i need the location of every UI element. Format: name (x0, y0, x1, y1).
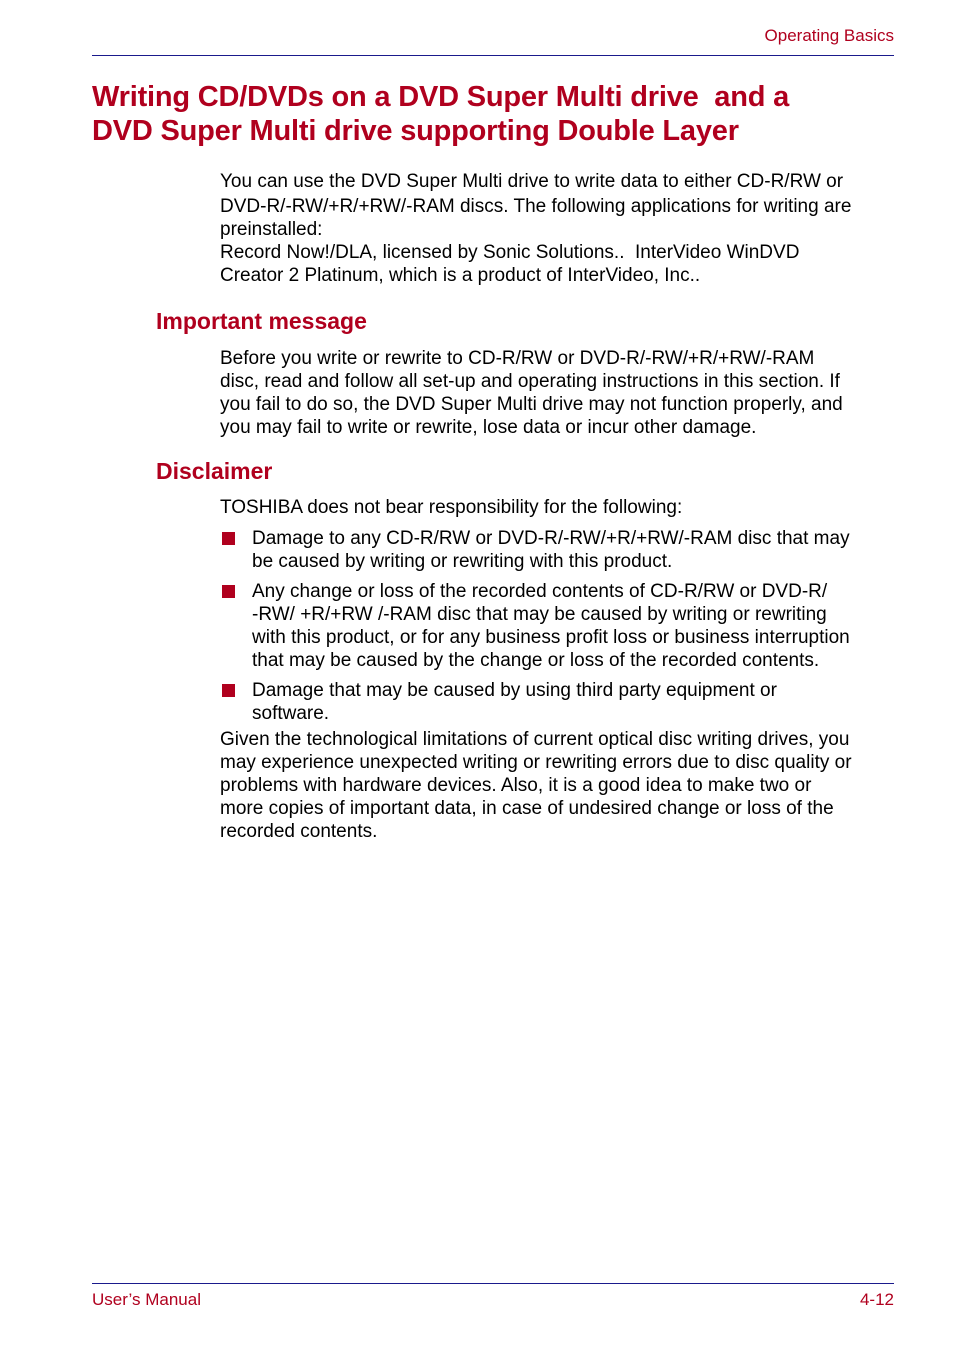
footer-manual-title: User’s Manual (92, 1290, 201, 1309)
important-message-heading: Important message (156, 308, 367, 334)
list-item (220, 580, 900, 672)
bullet-line: Damage that may be caused by using third party equipment or (252, 680, 777, 701)
list-item (220, 679, 900, 725)
intro-line: You can use the DVD Super Multi drive to write data to either CD-R/RW or (220, 171, 844, 192)
list-item (220, 527, 900, 573)
disclaimer-intro: TOSHIBA does not bear responsibility for the following: (220, 497, 683, 518)
intro-paragraph (220, 170, 900, 287)
disclaimer-heading: Disclaimer (156, 458, 273, 484)
title-line-1: Writing CD/DVDs on a DVD Super Multi drive and a (92, 81, 790, 113)
intro-line: Creator 2 Platinum, which is a product of InterVideo, Inc.. (220, 265, 701, 286)
closing-line: may experience unexpected writing or rewriting errors due to disc quality or (220, 752, 852, 773)
square-bullet-icon (222, 585, 235, 598)
bullet-line: with this product, or for any business profit loss or business interruption (252, 627, 850, 648)
bullet-line: software. (252, 703, 330, 724)
bullet-line: Damage to any CD-R/RW or DVD-R/-RW/+R/+RW/-RAM disc that may (252, 528, 850, 549)
important-line: you fail to do so, the DVD Super Multi drive may not function properly, and (220, 394, 843, 415)
bullet-line: that may be caused by the change or loss of the recorded contents. (252, 650, 820, 671)
bullet-line: be caused by writing or rewriting with this product. (252, 551, 673, 572)
bullet-line: -RW/ +R/+RW /-RAM disc that may be caused by writing or rewriting (252, 604, 827, 625)
bullet-line: Any change or loss of the recorded contents of CD-R/RW or DVD-R/ (252, 581, 828, 602)
important-line: you may fail to write or rewrite, lose data or incur other damage. (220, 417, 757, 438)
title-line-2: DVD Super Multi drive supporting Double Layer (92, 115, 739, 147)
important-line: Before you write or rewrite to CD-R/RW or DVD-R/-RW/+R/+RW/-RAM (220, 348, 815, 369)
header-rule (92, 55, 894, 56)
running-header-section: Operating Basics (764, 26, 894, 45)
intro-line: preinstalled: (220, 219, 323, 240)
square-bullet-icon (222, 532, 235, 545)
footer-rule (92, 1283, 894, 1284)
intro-line: DVD-R/-RW/+R/+RW/-RAM discs. The following applications for writing are (220, 196, 852, 217)
closing-line: Given the technological limitations of current optical disc writing drives, you (220, 729, 850, 750)
closing-line: problems with hardware devices. Also, it is a good idea to make two or (220, 775, 812, 796)
important-line: disc, read and follow all set-up and operating instructions in this section. If (220, 371, 840, 392)
important-message-paragraph (220, 347, 900, 439)
closing-paragraph (220, 728, 900, 843)
closing-line: more copies of important data, in case of undesired change or loss of the (220, 798, 834, 819)
page-number: 4-12 (859, 1290, 894, 1309)
disclaimer-bullet-list (220, 527, 900, 732)
intro-line: Record Now!/DLA, licensed by Sonic Solutions.. InterVideo WinDVD (220, 242, 800, 263)
closing-line: recorded contents. (220, 821, 378, 842)
square-bullet-icon (222, 684, 235, 697)
page-title (92, 80, 912, 148)
